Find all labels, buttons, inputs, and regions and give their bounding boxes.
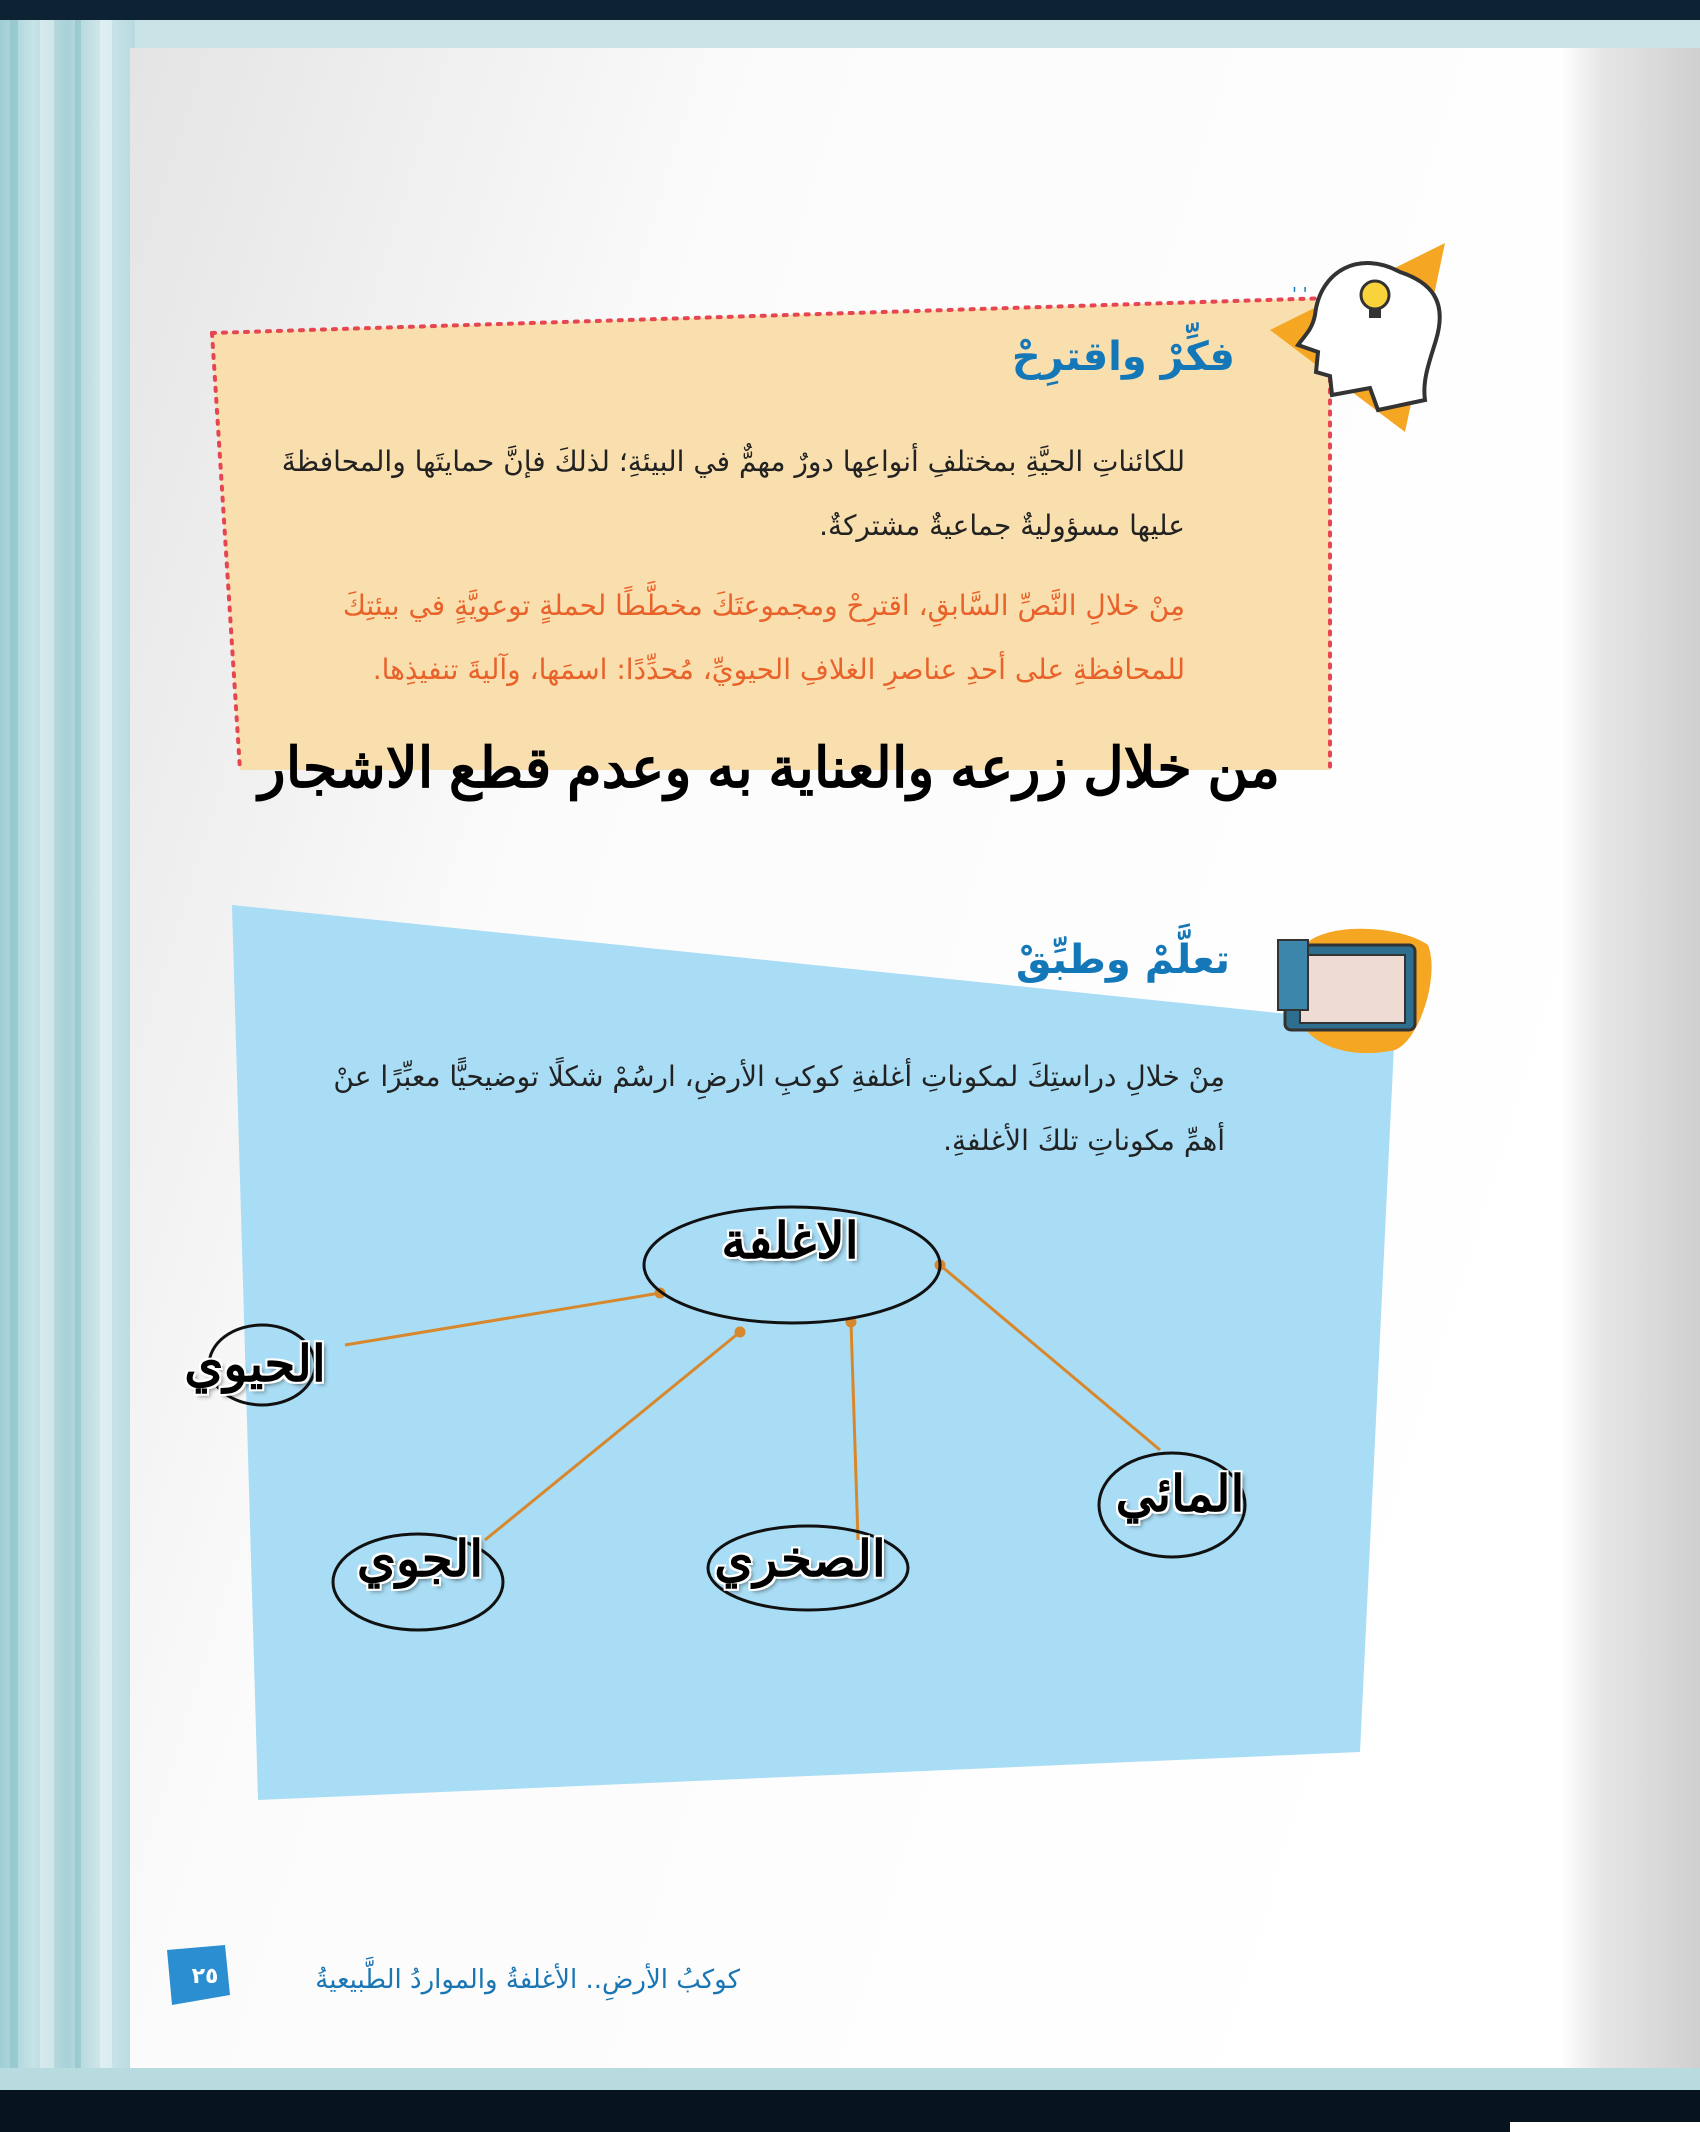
diagram-node-atmosphere: الجوي	[356, 1531, 484, 1587]
bottom-band	[0, 2068, 1700, 2090]
think-instruction: مِنْ خلالِ النَّصِّ السَّابقِ، اقترِحْ ومجموعتَكَ مخطَّطًا لحملةٍ توعويَّةٍ في بيئتِكَ للمحافظةِ على أحدِ عناصرِ الغلافِ الحيويِّ، مُحدِّدًا: اسمَها، وآليةَ تنفيذِها.	[342, 589, 1185, 686]
learn-section-title: تعلَّمْ وطبِّقْ	[1015, 937, 1230, 983]
top-frame	[0, 0, 1700, 20]
right-page-edge	[1560, 48, 1700, 2068]
diagram-node-biosphere: الحيوي	[184, 1336, 326, 1392]
think-section-title: فكِّرْ واقترِحْ	[1011, 334, 1235, 380]
diagram-center-label: الاغلفة	[721, 1213, 859, 1269]
think-paragraph: للكائناتِ الحيَّةِ بمختلفِ أنواعِها دورٌ مهمٌّ في البيئةِ؛ لذلكَ فإنَّ حمايتَها والمحافظةَ عليها مسؤوليةٌ جماعيةٌ مشتركةٌ.	[281, 445, 1185, 542]
bottom-corner-mark	[1510, 2122, 1700, 2132]
diagram-node-hydrosphere: المائي	[1115, 1466, 1245, 1522]
student-answer-text: من خلال زرعه والعناية به وعدم قطع الاشجار	[258, 736, 1280, 799]
diagram-node-lithosphere: الصخري	[714, 1531, 886, 1587]
footer-chapter-title: كوكبُ الأرضِ.. الأغلفةُ والمواردُ الطَّبيعيةُ	[315, 1965, 740, 1995]
bottom-frame	[0, 2090, 1700, 2132]
page-number: ٢٥	[191, 1964, 219, 1989]
svg-text:' ': ' '	[1292, 284, 1308, 305]
top-background	[135, 20, 1700, 50]
learn-box	[232, 905, 1395, 1800]
learn-instruction: مِنْ خلالِ دراستِكَ لمكوناتِ أغلفةِ كوكبِ الأرضِ، ارسُمْ شكلًا توضيحيًّا معبِّرًا عنْ أهمِّ مكوناتِ تلكَ الأغلفةِ.	[333, 1060, 1225, 1157]
left-background	[0, 20, 135, 2090]
